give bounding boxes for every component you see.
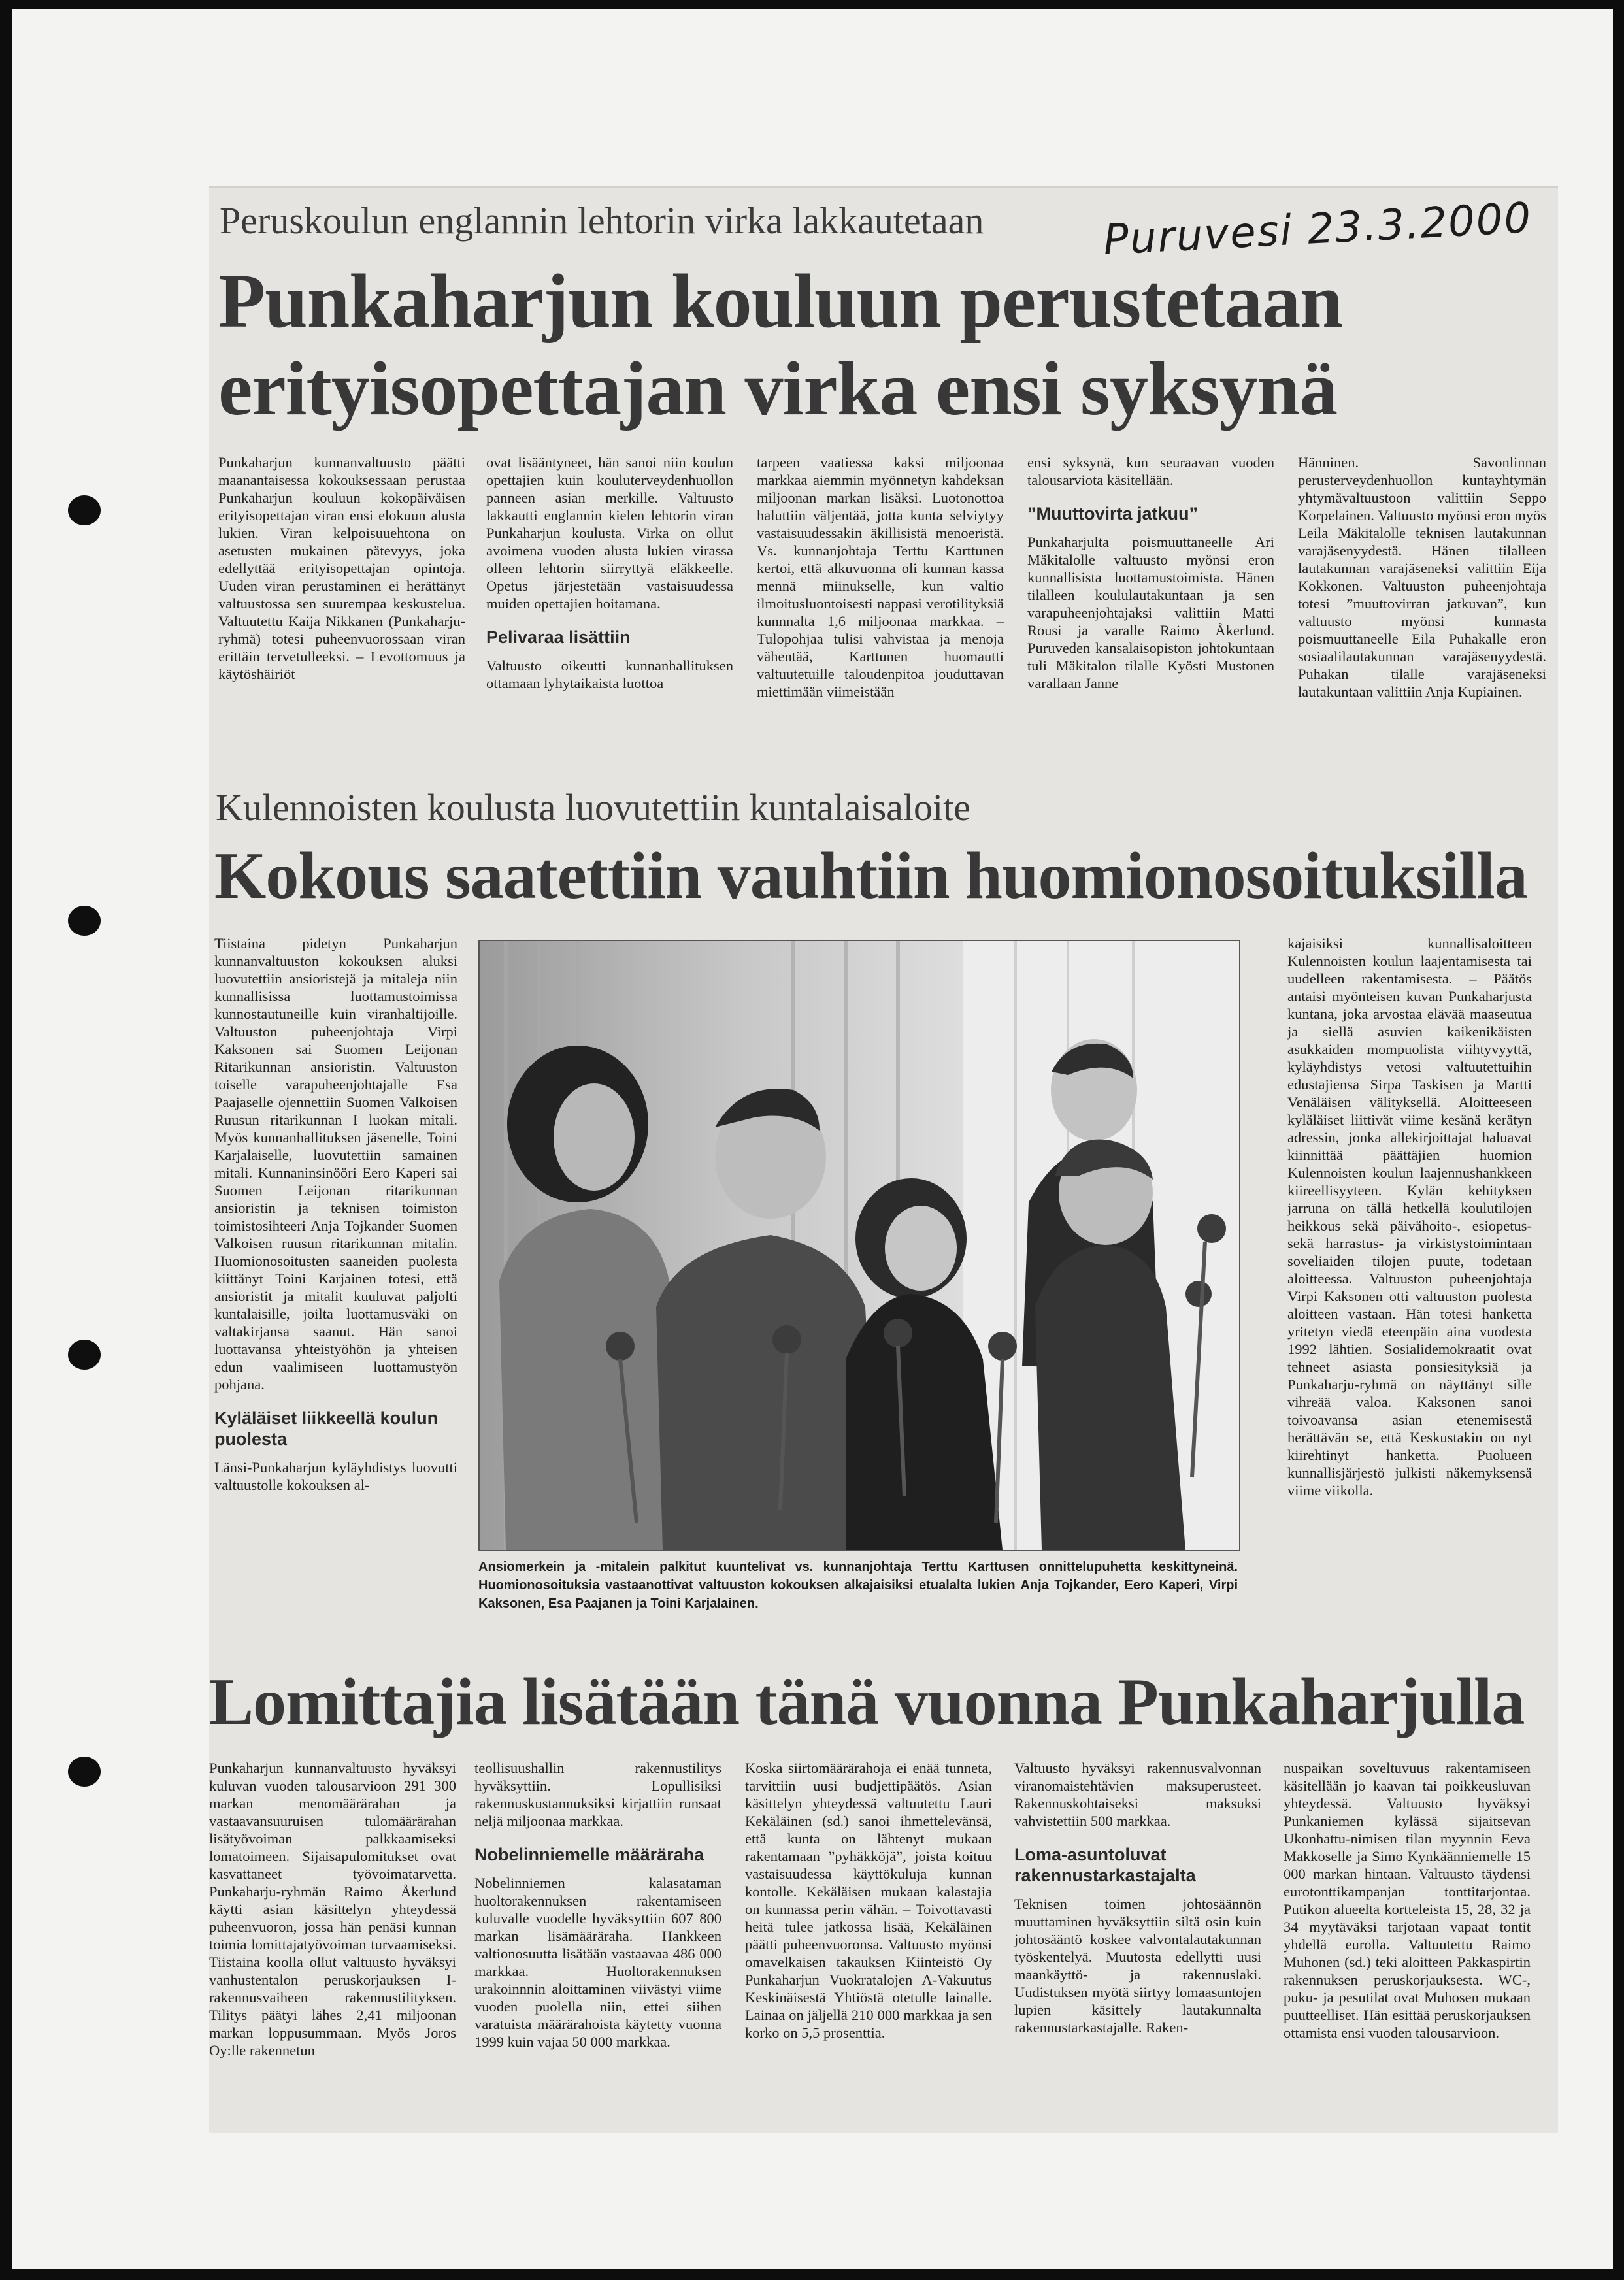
article2-headline: Kokous saatettiin vauhtiin huomionosoituksilla [214, 839, 1527, 913]
article1-col2-tail: Valtuusto oikeutti kunnanhallituksen ottamaan lyhytaikaista luottoa [486, 657, 733, 691]
article1-kicker: Peruskoulun englannin lehtorin virka lakkautetaan [220, 199, 984, 242]
article1-col3-text: tarpeen vaatiessa kaksi miljoonaa markkaa aiemmin myönnetyn kahdeksan miljoonan markan lisäksi. Luotonottoa haluttiin väljentää, jotta kunta selviytyy vastaisuudessakin äkillisistä menoeristä. Vs. kunnanjohtaja Terttu Karttunen kertoi, että alkuvuonna oli kunnan kassa mennä miinukselle, kun valtio ilmoitusluontoisesti nappasi verotilityksiä kunnnalta 1,6 miljoonaa markkaa. – Tulopohjaa tulisi vahvistaa ja menoja vähentää, Karttunen huomautti valtuutetuille taloudenpitoa jouduttavan miettimään viimeistään [757, 454, 1004, 700]
article1-subheading-pelivaraa: Pelivaraa lisättiin [486, 627, 631, 647]
article1-column-4 [1027, 454, 1274, 754]
newspaper-clipping [209, 186, 1558, 2133]
article3-headline: Lomittajia lisätään tänä vuonna Punkaharjulla [209, 1665, 1525, 1739]
article3-column-4 [1014, 1759, 1261, 2125]
article1-column-5 [1298, 454, 1546, 754]
article3-column-1 [209, 1759, 456, 2125]
archive-sheet [12, 9, 1613, 2269]
article3-column-5 [1284, 1759, 1531, 2125]
photo-caption: Ansiomerkein ja -mitalein palkitut kuuntelivat vs. kunnanjohtaja Terttu Karttusen onnittelupuhetta keskittyneinä. Huomionosoituksia vastaanottivat valtuuston kokouksen alkajaisiksi etualalta lukien Anja Tojkander, Eero Kaperi, Virpi Kaksonen, Esa Paajanen ja Toini Karjalainen. [478, 1560, 1238, 1611]
article3-col4-tail: Teknisen toimen johtosäännön muuttaminen hyväksyttiin siltä osin kuin johtosääntö koskee valvontalautakunnan työskentelyä. Muutosta edellytti uusi maankäyttö- ja rakennuslaki. Uudistuksen myötä siirtyy lomaasuntojen lupien käsittely lautakunnalta rakennustarkastajalle. Raken- [1014, 1896, 1261, 2036]
article1-col4-text: ensi syksynä, kun seuraavan vuoden talousarviota käsitellään. [1027, 454, 1274, 488]
article3-column-3 [745, 1759, 992, 2125]
punch-hole [68, 906, 101, 936]
article3-col5-text: nuspaikan soveltuvuus rakentamiseen käsitellään jo kaavan tai poikkeusluvan yhteydessä. Valtuusto hyväksyi Punkaniemen kylässä sijaitsevan Ukonhattu-nimisen tilan myynnin Eeva Makkoselle ja Simo Kynkäänniemelle 15 000 markan hintaan. Valtuusto täydensi eurotonttikampanjan tonttitarjontaa. Putikon alueelta kortteleista 15, 28, 32 ja 34 myytäväksi tarjotaan vapaat tontit yhdellä eurolla. Valtuutettu Raimo Muhonen (sd.) teki aloitteen Pakkaspirtin rakennuksen peruskorjauksesta. WC-, puku- ja pesutilat ovat Muhosen mukaan puutteelliset. Hän esittää peruskorjauksen ottamista ensi vuoden talousarvioon. [1284, 1760, 1531, 2041]
article2-left-tail: Länsi-Punkaharjun kyläyhdistys luovutti valtuustolle kokouksen al- [214, 1459, 457, 1493]
article1-col4-tail: Punkaharjulta poismuuttaneelle Ari Mäkitalolle valtuusto myönsi eron kunnallisista luottamustoimista. Hänen tilalleen koululautakuntaan ja sen varapuheenjohtajaksi valittiin Matti Rousi ja varalle Raimo Åkerlund. Puruveden kansalaisopiston johtokuntaan tuli Mäkitalon tilalle Kyösti Mustonen varallaan Janne [1027, 534, 1274, 691]
clipping-edge [209, 186, 1558, 188]
article1-column-2 [486, 454, 733, 754]
news-photo [478, 940, 1240, 1551]
article2-right-column [1287, 934, 1532, 1634]
article1-col1-text: Punkaharjun kunnanvaltuusto päätti maanantaisessa kokouksessaan perustaa Punkaharjun kouluun kokopäiväisen erityisopettajan viran ensi elokuun alusta lukien. Viran kelpoisuuehtona on asetusten mukainen pätevyys, joka edellyttää erityisopettajan opintoja. Uuden viran perustaminen ei herättänyt valtuustossa sen suurempaa keskustelua. Valtuutettu Kaija Nikkanen (Punkaharju-ryhmä) totesi puheenvuorossaan viran erittäin tervetulleeksi. – Levottomuus ja käytöshäiriöt [218, 454, 465, 682]
article1-headline-line2: erityisopettajan virka ensi syksynä [218, 346, 1338, 431]
article2-right-text: kajaisiksi kunnallisaloitteen Kulennoisten koulun laajentamisesta tai uudelleen rakentamisesta. – Päätös antaisi myönteisen kuvan Punkaharjusta kuntana, joka arvostaa elävää maaseutua ja siellä asuvien kaikenikäisten asukkaiden mompuolista viihtyvyyttä, kyläyhdistys vetosi valtuutettuihin edustajiensa Sirpa Taskisen ja Martti Venäläisen välityksellä. Aloitteeseen kyläläiset liittivät viime kesänä kerätyn adressin, jonka allekirjoittajat haluavat kiinnittää päättäjien huomion Kulennoisten koulun laajennushankkeen kiireellisyyteen. Kylän kehityksen jarruna on tällä hetkellä koulutilojen heikkous sekä päivähoito-, esiopetus- sekä harrastus- ja virkistystoimintaan soveliaiden tilojen puute, todetaan aloitteessa. Valtuuston puheenjohtaja Virpi Kaksonen otti valtuuston puolesta aloitteen vastaan. Hän totesi hanketta yritetyn viedä eteenpäin aina vuodesta 1992 lähtien. Sosialidemokraatit ovat tehneet asiasta ponsiesityksiä ja Punkaharju-ryhmä on näyttänyt sille vihreää valoa. Kaksonen sanoi toivoavansa asian etenemisestä herättävän se, että Keskustakin on nyt kiirehtinyt hanketta. Puolueen kunnallisjärjestö julkisti näkemyksensä viime viikolla. [1287, 935, 1532, 1498]
article1-col5-text: Hänninen. Savonlinnan perusterveydenhuollon kuntayhtymän yhtymävaltuustoon valittiin Seppo Korpelainen. Valtuusto myönsi eron myös Leila Mäkitalolle teknisen lautakunnan varajäsenyydestä. Hänen tilalleen lautakunnan varajäseneksi valittiin Eija Kokkonen. Valtuuston puheenjohtaja totesi ”muuttovirran jatkuvan”, kun valtuusto myönsi kunnasta poismuuttaneelle Eila Puhakalle eron sosiaalilautakunnan varajäsenyydestä. Puhakan tilalle varajäseneksi lautakuntaan valittiin Anja Kupiainen. [1298, 454, 1546, 700]
article3-subheading-nobelinniemelle: Nobelinniemelle määräraha [474, 1845, 704, 1864]
article1-headline-line1: Punkaharjun kouluun perustetaan [218, 258, 1342, 344]
article3-col1-text: Punkaharjun kunnanvaltuusto hyväksyi kuluvan vuoden talousarvioon 291 300 markan menomäärärahan ja vastaavansuuruisen tulomäärärahan lisätyövoiman palkkaamiseksi lomatoimeen. Sijaisapulomitukset ovat kasvattaneet työvoimatarvetta. Punkaharju-ryhmän Raimo Åkerlund käytti asian käsittelyn yhteydessä puheenvuoron, jossa hän penäsi kunnan toimia lomittajatyövoiman turvaamiseksi. Tiistaina koolla ollut valtuusto hyväksyi vanhustentalon peruskorjauksen I-rakennusvaiheen rakennustilityksen. Tilitys päätyi lähes 2,41 miljoonan markan loppusummaan. Myös Joros Oy:lle rakennetun [209, 1760, 456, 2058]
article3-col2-tail: Nobelinniemen kalasataman huoltorakennuksen rakentamiseen kuluvalle vuodelle hyväksyttiin 607 800 markan lisämääräraha. Hankkeen valtionosuutta lisätään vastaavaa 486 000 markkaa. Huoltorakennuksen urakoinnnin aloittaminen viivästyi viime vuoden puolella niin, ettei siihen varatuista määrärahoista käytetty vuonna 1999 kuin vajaa 50 000 markkaa. [474, 1875, 721, 2050]
article3-column-2 [474, 1759, 721, 2125]
article1-column-3 [757, 454, 1004, 754]
article3-col2-text: teollisuushallin rakennustilitys hyväksyttiin. Lopullisiksi rakennuskustannuksiksi kirjattiin runsaat neljä miljoonaa markkaa. [474, 1760, 721, 1829]
article3-col4-text: Valtuusto hyväksyi rakennusvalvonnan viranomaistehtävien maksuperusteet. Rakennuskohtaiseksi maksuksi vahvistettiin 500 markkaa. [1014, 1760, 1261, 1829]
article1-col2-text: ovat lisääntyneet, hän sanoi niin koulun opettajien kuin kouluterveydenhuollon panneen asian merkille. Valtuusto lakkautti englannin kielen lehtorin viran Punkaharjun koulusta. Virka on ollut avoimena vuoden alusta lukien virassa olleen lehtorin siirryttyä eläkkeelle. Opetus järjestetään vastaisuudessa muiden opettajien hoitamana. [486, 454, 733, 612]
article2-left-column [214, 934, 457, 1679]
article3-col3-text: Koska siirtomäärärahoja ei enää tunneta, tarvittiin uusi budjettipäätös. Asian käsittelyn yhteydessä valtuutettu Lauri Kekäläinen (sd.) sanoi ihmettelevänsä, että kunta on lähtenyt mukaan rakentamaan ”pyhäkköjä”, joista koituu vastaisuudessa käyttökuluja kunnan kontolle. Kekäläisen mukaan kalastajia on kunnassa perin vähän. – Toivottavasti heitä tulee jatkossa lisää, Kekäläinen päätti puheenvuoronsa. Valtuusto myönsi omavelkaisen takauksen Kiinteistö Oy Punkaharjun Vuokratalojen A-Vakuutus Keskinäisestä Yhtiöstä otetulle lainalle. Lainaa on jäljellä 210 000 markkaa ja sen korko on 5,5 prosenttia. [745, 1760, 992, 2041]
punch-hole [68, 495, 101, 525]
article2-kicker: Kulennoisten koulusta luovutettiin kuntalaisaloite [216, 786, 970, 829]
article1-subheading-muuttovirta: ”Muuttovirta jatkuu” [1027, 504, 1198, 523]
punch-hole [68, 1757, 101, 1787]
article2-subheading-kylalaiset: Kyläläiset liikkeellä koulun puolesta [214, 1408, 439, 1449]
punch-hole [68, 1340, 101, 1370]
article3-subheading-loma-asuntoluvat: Loma-asuntoluvat rakennustarkastajalta [1014, 1845, 1196, 1885]
handwritten-date-note: Puruvesi 23.3.2000 [1102, 193, 1533, 265]
news-photo-illustration [480, 941, 1239, 1550]
article2-left-text: Tiistaina pidetyn Punkaharjun kunnanvaltuuston kokouksen aluksi luovutettiin ansioristejä ja mitaleja niin kunnallisissa luottamustoimissa kunnostautuneille kuin viranhaltijoille. Valtuuston puheenjohtaja Virpi Kaksonen sai Suomen Leijonan Ritarikunnan ansioristin. Valtuuston toiselle varapuheenjohtajalle Esa Paajaselle ojennettiin Suomen Valkoisen Ruusun ritarikunnan I luokan mitali. Myös kunnanhallituksen jäsenelle, Toini Karjalaiselle, luovutettiin samainen mitali. Kunnaninsinööri Eero Kaperi sai Suomen Leijonan ritarikunnan ansioristin ja teknisen toimiston toimistosihteeri Anja Tojkander Suomen Valkoisen ruusun ritarikunnan mitalin. Huomionosoitusten saaneiden puolesta kiittänyt Toini Karjainen totesi, että ansioristit ja mitalit kuuluvat paljolti kuntalaisille, joilta luottamusväki on valtakirjansa saanut. Hän sanoi luottavansa yhteistyöhön ja yhteisen edun vaalimiseen luottamustyön pohjana. [214, 935, 457, 1393]
article1-column-1 [218, 454, 465, 754]
